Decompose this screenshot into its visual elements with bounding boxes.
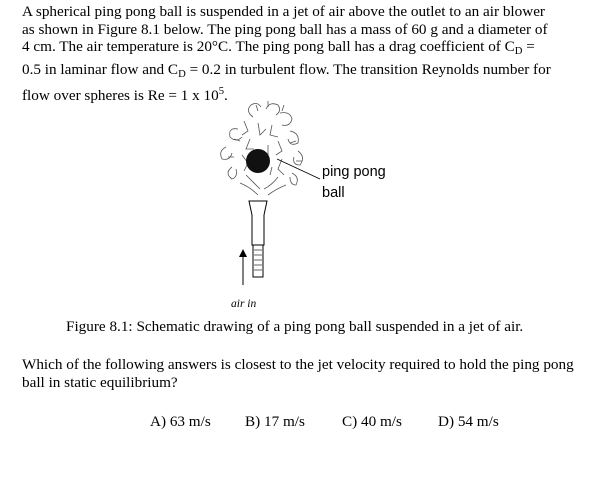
problem-line-1: A spherical ping pong ball is suspended in a jet of air above the outlet to an air blower [22,3,545,20]
problem-statement [22,3,584,105]
problem-line-4: 0.5 in laminar flow and $C_D = 0.2$ in turbulent flow. The transition Reynolds number for [22,60,551,80]
air-in-label: air in [231,298,257,310]
ball-label: ping pong ball [322,164,386,201]
answer-d[interactable]: D) 54 m/s [438,413,499,430]
question-text: Which of the following answers is closest to the jet velocity required to hold the ping pong ball in static equilibrium? [22,356,574,391]
problem-line-3: 4 cm. The air temperature is 20°C. The ping pong ball has a drag coefficient of $C_D$ = [22,38,535,58]
answer-b[interactable]: B) 17 m/s [245,413,305,430]
ball-shape [246,149,270,173]
ping-pong-figure [198,95,328,295]
answer-a[interactable]: A) 63 m/s [150,413,211,430]
problem-line-5: flow over spheres is Re = 1 x $10^5$. [22,86,228,105]
problem-line-2: as shown in Figure 8.1 below. The ping pong ball has a mass of 60 g and a diameter of [22,20,548,38]
answer-c[interactable]: C) 40 m/s [342,413,402,430]
figure-caption: Figure 8.1: Schematic drawing of a ping pong ball suspended in a jet of air. [66,318,524,335]
